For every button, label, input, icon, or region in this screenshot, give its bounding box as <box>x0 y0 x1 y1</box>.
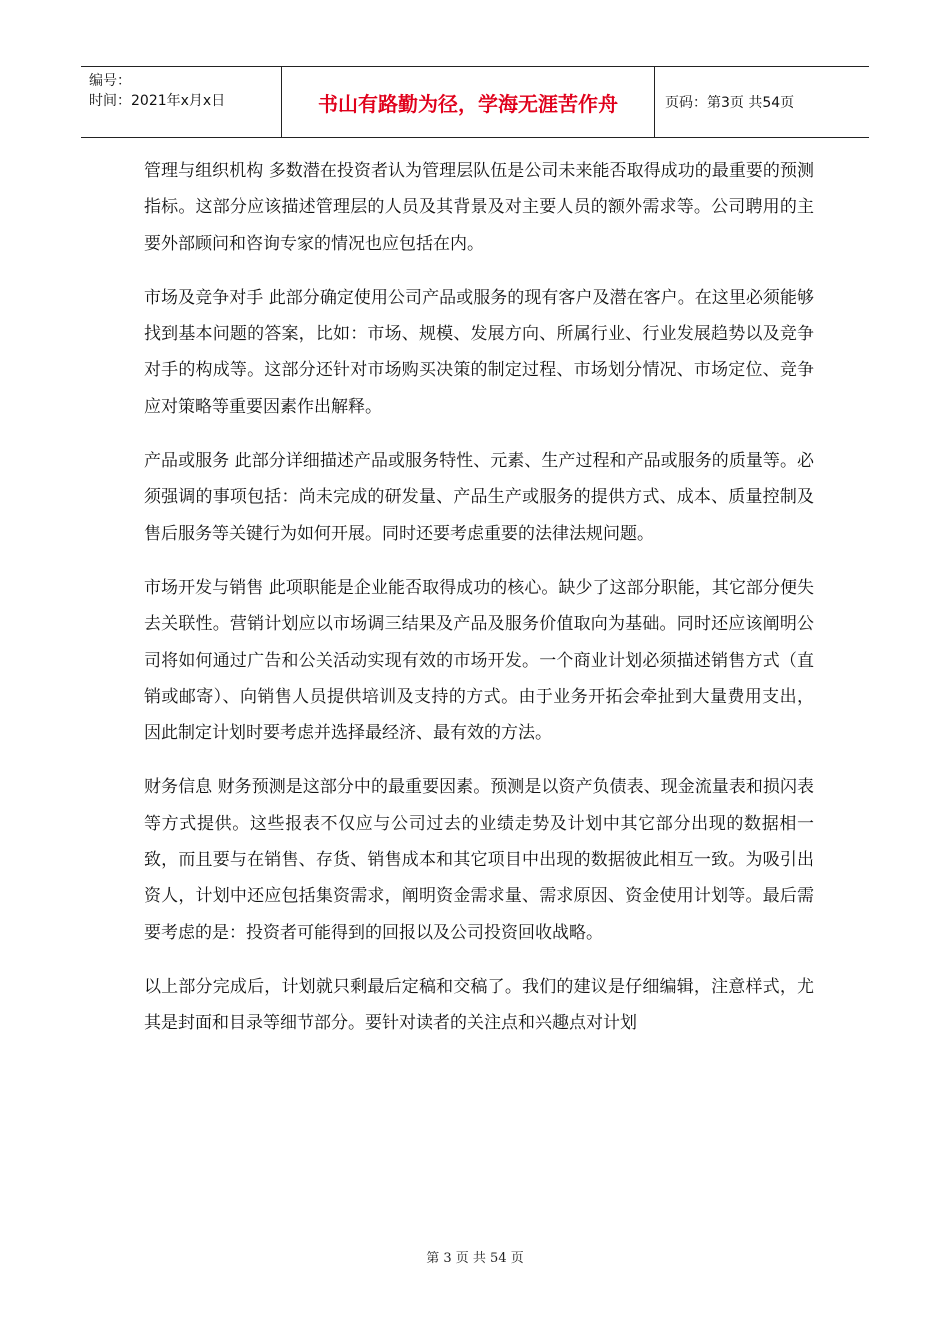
paragraph-management: 管理与组织机构 多数潜在投资者认为管理层队伍是公司未来能否取得成功的最重要的预测指标。这部分应该描述管理层的人员及其背景及对主要人员的额外需求等。公司聘用的主要外部顾问和咨询专家的情况也应包括在内。 <box>144 161 814 254</box>
header-page-info: 页码：第3页 共54页 <box>665 95 795 111</box>
header-motto: 书山有路勤为径，学海无涯苦作舟 <box>282 67 655 137</box>
document-body <box>144 153 814 1060</box>
paragraph-products-services: 产品或服务 此部分详细描述产品或服务特性、元素、生产过程和产品或服务的质量等。必须强调的事项包括：尚未完成的研发量、产品生产或服务的提供方式、成本、质量控制及售后服务等关键行为如何开展。同时还要考虑重要的法律法规问题。 <box>144 451 814 544</box>
paragraph-market-competition: 市场及竞争对手 此部分确定使用公司产品或服务的现有客户及潜在客户。在这里必须能够找到基本问题的答案，比如：市场、规模、发展方向、所属行业、行业发展趋势以及竞争对手的构成等。这部分还针对市场购买决策的制定过程、市场划分情况、市场定位、竞争应对策略等重要因素作出解释。 <box>144 287 814 417</box>
doc-time-label: 时间：2021年x月x日 <box>89 93 226 109</box>
page-header <box>81 66 869 138</box>
paragraph-finalization: 以上部分完成后，计划就只剩最后定稿和交稿了。我们的建议是仔细编辑，注意样式，尤其是封面和目录等细节部分。要针对读者的关注点和兴趣点对计划 <box>144 976 814 1034</box>
paragraph-market-sales: 市场开发与销售 此项职能是企业能否取得成功的核心。缺少了这部分职能，其它部分便失去关联性。营销计划应以市场调三结果及产品及服务价值取向为基础。同时还应该阐明公司将如何通过广告和公关活动实现有效的市场开发。一个商业计划必须描述销售方式（直销或邮寄）、向销售人员提供培训及支持的方式。由于业务开拓会牵扯到大量费用支出，因此制定计划时要考虑并选择最经济、最有效的方法。 <box>144 577 814 744</box>
paragraph-financial-info: 财务信息 财务预测是这部分中的最重要因素。预测是以资产负债表、现金流量表和损闪表等方式提供。这些报表不仅应与公司过去的业绩走势及计划中其它部分出现的数据相一致，而且要与在销售、存货、销售成本和其它项目中出现的数据彼此相互一致。为吸引出资人，计划中还应包括集资需求，阐明资金需求量、需求原因、资金使用计划等。最后需要考虑的是：投资者可能得到的回报以及公司投资回收战略。 <box>144 777 814 943</box>
header-meta <box>81 67 282 137</box>
page-footer: 第 3 页 共 54 页 <box>426 1251 524 1266</box>
doc-number-label: 编号： <box>89 73 131 89</box>
